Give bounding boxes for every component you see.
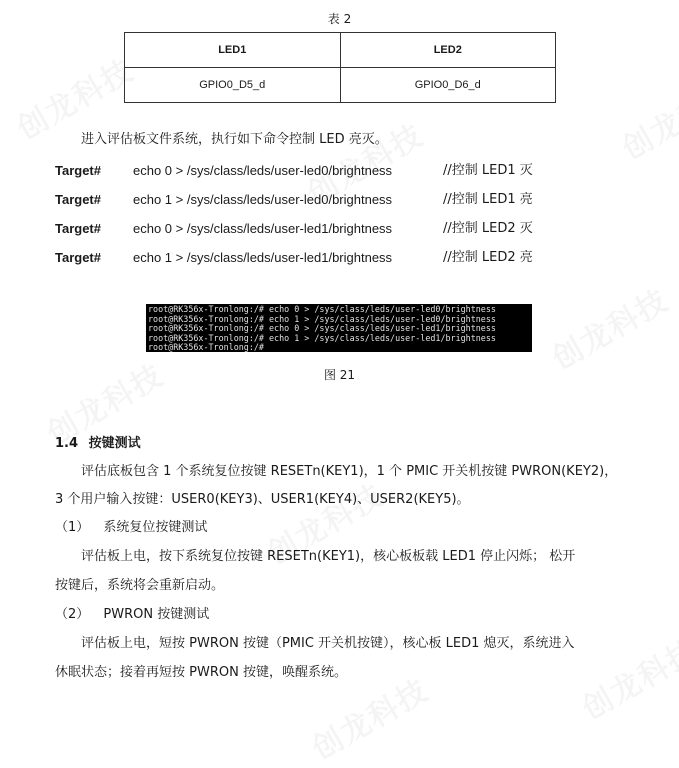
section-heading [55, 432, 141, 451]
intro-text: 进入评估板文件系统，执行如下命令控制 LED 亮灭。 [81, 132, 388, 147]
table-cell-led1-gpio: GPIO0_D5_d [125, 68, 341, 103]
terminal-line: root@RK356x-Tronlong:/# [148, 342, 264, 352]
table-header-row [125, 33, 556, 68]
table-cell-led2-gpio: GPIO0_D6_d [340, 68, 556, 103]
paragraph-line: 评估底板包含 1 个系统复位按键 RESETn(KEY1)，1 个 PMIC 开关机按键 PWRON(KEY2)， [81, 464, 618, 479]
terminal-line: root@RK356x-Tronlong:/# echo 0 > /sys/class/leds/user-led1/brightness [148, 323, 496, 334]
terminal-line: root@RK356x-Tronlong:/# echo 1 > /sys/class/leds/user-led0/brightness [148, 313, 496, 324]
section-title: 按键测试 [88, 436, 141, 451]
subsection-number: （2） [55, 607, 90, 622]
subsection-title: PWRON 按键测试 [103, 607, 210, 622]
command-prompt: Target# [55, 163, 101, 178]
subsection-heading [55, 600, 209, 629]
paragraph-line: 评估板上电，按下系统复位按键 RESETn(KEY1)，核心板板载 LED1 停止闪烁； 松开 [81, 549, 576, 564]
command-comment: //控制 LED2 灭 [443, 221, 533, 236]
table-header-led1: LED1 [125, 33, 341, 68]
terminal-line: root@RK356x-Tronlong:/# echo 1 > /sys/class/leds/user-led1/brightness [148, 332, 496, 343]
command-comment: //控制 LED1 亮 [443, 192, 533, 207]
command-prompt: Target# [55, 250, 101, 265]
led-gpio-table [124, 32, 556, 103]
paragraph-line: 休眠状态；接着再短按 PWRON 按键，唤醒系统。 [55, 665, 347, 680]
subsection-number: （1） [55, 520, 90, 535]
terminal-screenshot [146, 304, 532, 352]
command-text: echo 1 > /sys/class/leds/user-led1/brightness [133, 250, 393, 265]
paragraph-line: 3 个用户输入按键：USER0(KEY3)、USER1(KEY4)、USER2(KEY5)。 [55, 492, 470, 507]
command-comment: //控制 LED1 灭 [443, 163, 533, 178]
table-caption: 表 2 [327, 12, 352, 26]
watermark [613, 66, 679, 168]
command-text: echo 0 > /sys/class/leds/user-led1/brightness [133, 221, 393, 236]
paragraph-line: 评估板上电，短按 PWRON 按键（PMIC 开关机按键），核心板 LED1 熄灭，系统进入 [81, 636, 575, 651]
terminal-line: root@RK356x-Tronlong:/# echo 0 > /sys/class/leds/user-led0/brightness [148, 304, 496, 314]
paragraph-line: 按键后，系统将会重新启动。 [55, 578, 225, 593]
table-row [125, 68, 556, 103]
command-text: echo 1 > /sys/class/leds/user-led0/brightness [133, 192, 393, 207]
command-comment: //控制 LED2 亮 [443, 250, 533, 265]
watermark [573, 626, 679, 728]
subsection-heading [55, 513, 207, 542]
command-text: echo 0 > /sys/class/leds/user-led0/brightness [133, 163, 393, 178]
subsection-title: 系统复位按键测试 [103, 520, 208, 535]
figure-caption: 图 21 [323, 368, 356, 382]
table-header-led2: LED2 [340, 33, 556, 68]
command-prompt: Target# [55, 221, 101, 236]
command-prompt: Target# [55, 192, 101, 207]
section-number: 1.4 [55, 436, 79, 451]
watermark [543, 276, 676, 378]
